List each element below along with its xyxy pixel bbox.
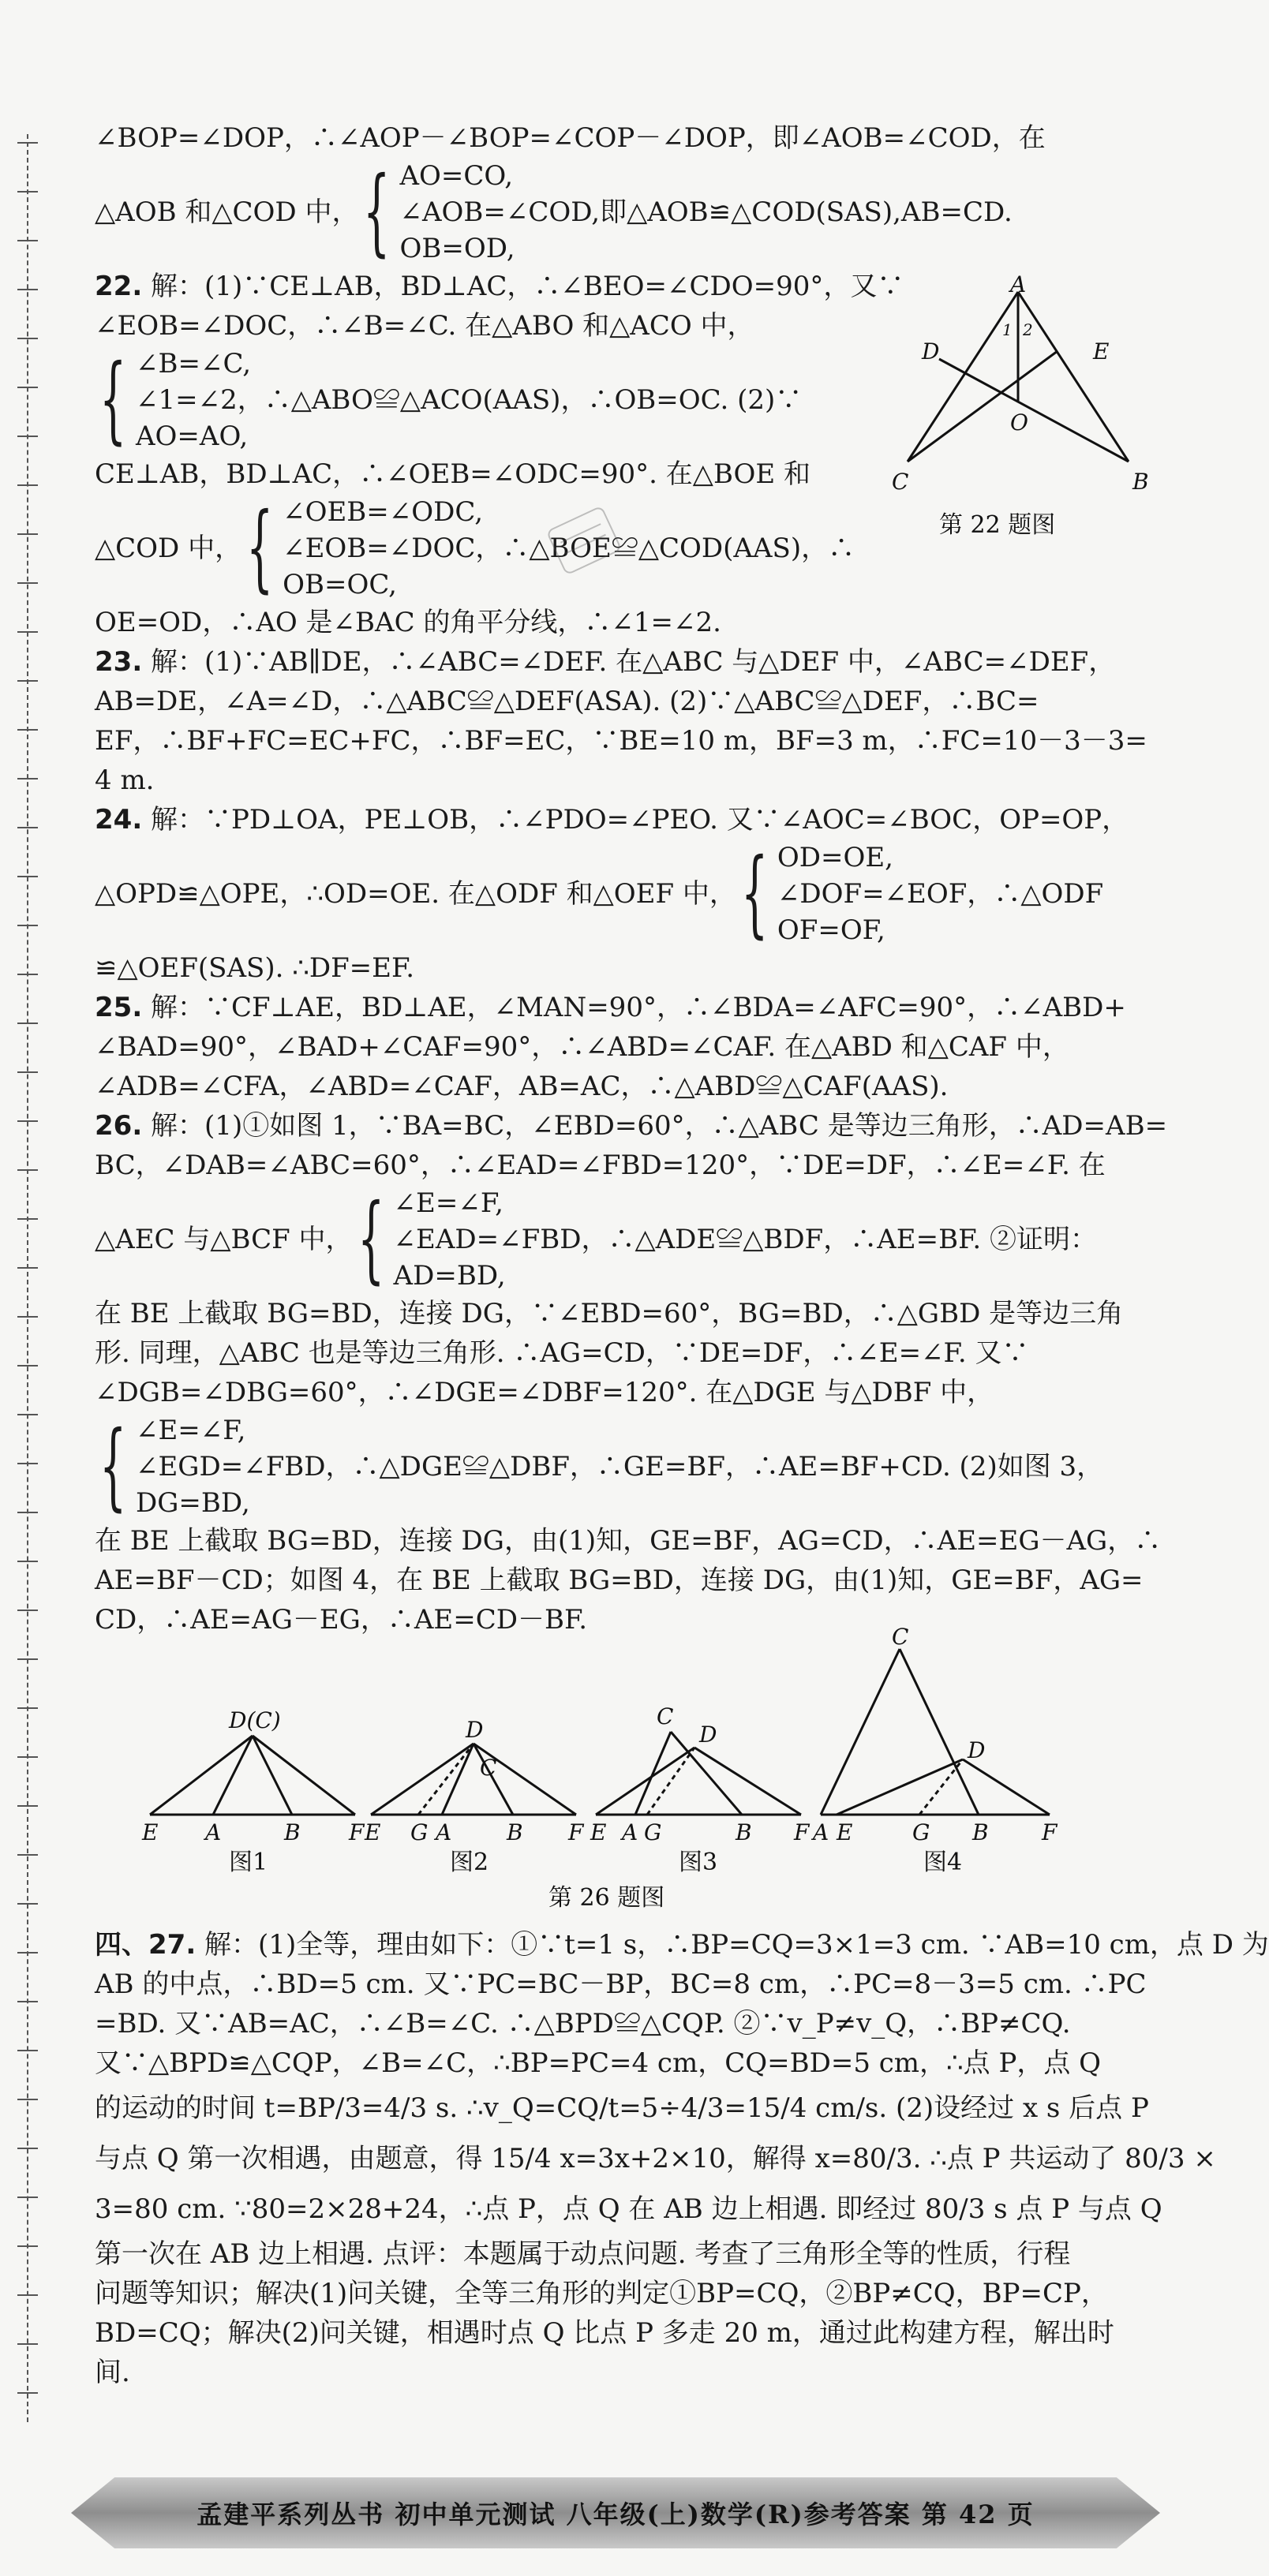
q27-line-11: 间. bbox=[95, 2357, 130, 2388]
q26-brace2-2: ∠EGD=∠FBD，∴△DGE≌△DBF，∴GE=BF，∴AE=BF+CD. (2)如图 3， bbox=[136, 1451, 1104, 1482]
margin-tick bbox=[17, 1267, 38, 1269]
fig26-2-label-e: E bbox=[365, 1819, 381, 1845]
margin-tick bbox=[17, 1365, 38, 1367]
q26-number: 26. bbox=[95, 1110, 143, 1142]
q27-block bbox=[95, 1925, 1269, 2392]
q21-brace-block bbox=[95, 158, 1152, 267]
margin-tick bbox=[17, 2245, 38, 2247]
footer-text: 孟建平系列丛书 初中单元测试 八年级(上)数学(R)参考答案 第 42 页 bbox=[197, 2499, 1035, 2529]
margin-tick bbox=[17, 1854, 38, 1856]
q26-brace-block-2 bbox=[95, 1412, 1152, 1521]
fig26-label-2: 图2 bbox=[450, 1849, 489, 1876]
fig26-label-1: 图1 bbox=[229, 1849, 268, 1876]
figure-22 bbox=[892, 271, 1152, 540]
q22-brace2-2: ∠EOB=∠DOC，∴△BOE≌△COD(AAS)，∴ bbox=[283, 533, 855, 564]
q24-line-5: ≌△OEF(SAS). ∴DF=EF. bbox=[95, 952, 415, 984]
fig26-2-label-f: F bbox=[568, 1819, 584, 1845]
margin-tick bbox=[17, 729, 38, 731]
q27-line-10: BD=CQ；解决(2)问关键，相遇时点 Q 比点 P 多走 20 m，通过此构建方程，解出时 bbox=[95, 2317, 1114, 2349]
fig26-3-label-f: F bbox=[794, 1819, 810, 1845]
fig26-1-label-b: B bbox=[284, 1819, 301, 1845]
fig22-label-a: A bbox=[1010, 271, 1027, 297]
fig26-3-label-d: D bbox=[699, 1722, 717, 1748]
fig26-4-label-e: E bbox=[837, 1819, 853, 1845]
q23-line-2: AB=DE，∠A=∠D，∴△ABC≌△DEF(ASA). (2)∵△ABC≌△DEF，∴BC= bbox=[95, 686, 1039, 717]
margin-tick bbox=[17, 1903, 38, 1905]
margin-tick bbox=[17, 2148, 38, 2149]
q22-line-10: OE=OD，∴AO 是∠BAC 的角平分线，∴∠1=∠2. bbox=[95, 607, 721, 638]
fig26-label-3: 图3 bbox=[679, 1849, 718, 1876]
q25-number: 25. bbox=[95, 992, 143, 1023]
fig26-2-label-c: C bbox=[480, 1755, 497, 1781]
faint-stamp-watermark bbox=[545, 505, 623, 576]
q27-line-5: 的运动的时间 t=BP/3=4/3 s. ∴v_Q=CQ/t=5÷4/3=15/4 cm/s. (2)设经过 x s 后点 P bbox=[95, 2092, 1149, 2124]
fig22-label-c: C bbox=[892, 469, 909, 495]
fig26-4-label-c: C bbox=[892, 1624, 909, 1650]
margin-tick bbox=[17, 2050, 38, 2051]
q27-line-3: =BD. 又∵AB=AC，∴∠B=∠C. ∴△BPD≌△CQP. ②∵v_P≠v_Q，∴BP≠CQ. bbox=[95, 2008, 1071, 2039]
q21-brace-1: AO=CO, bbox=[399, 160, 514, 192]
margin-tick bbox=[17, 1316, 38, 1318]
margin-tick bbox=[17, 1463, 38, 1464]
q24-number: 24. bbox=[95, 804, 143, 836]
q27-line-8: 第一次在 AB 边上相遇. 点评：本题属于动点问题. 考查了三角形全等的性质，行程 bbox=[95, 2238, 1071, 2270]
q23-line-3: EF，∴BF+FC=EC+FC，∴BF=EC，∵BE=10 m，BF=3 m，∴FC=10－3－3= bbox=[95, 725, 1147, 757]
fig22-label-2: 2 bbox=[1023, 320, 1033, 339]
margin-tick bbox=[17, 827, 38, 828]
q23-number: 23. bbox=[95, 646, 143, 678]
q27-line-9: 问题等知识；解决(1)问关键，全等三角形的判定①BP=CQ，②BP≠CQ，BP=CP， bbox=[95, 2278, 1108, 2309]
q24-brace-block bbox=[95, 839, 1152, 948]
q22-brace-1: ∠B=∠C, bbox=[136, 348, 252, 379]
fig26-2-label-d: D bbox=[466, 1717, 484, 1743]
margin-tick bbox=[17, 1218, 38, 1220]
fig22-label-o: O bbox=[1010, 409, 1028, 436]
brace-symbol: { bbox=[740, 839, 769, 948]
q21-brace-items bbox=[399, 158, 1012, 267]
q24-brace-1: OD=OE, bbox=[777, 842, 893, 873]
margin-tick bbox=[17, 974, 38, 975]
q22-line-2: ∠EOB=∠DOC，∴∠B=∠C. 在△ABO 和△ACO 中， bbox=[95, 310, 754, 342]
q24-brace-3: OF=OF, bbox=[777, 914, 885, 946]
fig22-label-d: D bbox=[922, 338, 940, 365]
margin-tick bbox=[17, 680, 38, 682]
margin-tick bbox=[17, 2343, 38, 2345]
fig26-1-label-top: D(C) bbox=[229, 1707, 281, 1733]
fig22-caption: 第 22 题图 bbox=[939, 511, 1056, 539]
fig26-2-label-a: A bbox=[436, 1819, 452, 1845]
fig26-2-label-g: G bbox=[410, 1819, 429, 1845]
figure-26 bbox=[142, 1624, 1089, 1917]
margin-tick bbox=[17, 2001, 38, 2002]
margin-tick bbox=[17, 582, 38, 584]
q25-line-3: ∠ADB=∠CFA，∠ABD=∠CAF，AB=AC，∴△ABD≌△CAF(AAS). bbox=[95, 1071, 949, 1102]
margin-tick bbox=[17, 2294, 38, 2296]
margin-tick bbox=[17, 1023, 38, 1024]
fig26-4-label-g: G bbox=[912, 1819, 930, 1845]
q22-lead-2: △COD 中， bbox=[95, 533, 242, 564]
q26-brace-items bbox=[394, 1185, 1097, 1294]
q26-line-mid-2: 形. 同理，△ABC 也是等边三角形. ∴AG=CD，∵DE=DF，∴∠E=∠F. 又∵ bbox=[95, 1337, 1029, 1369]
margin-tick bbox=[17, 191, 38, 193]
margin-tick bbox=[17, 1805, 38, 1807]
q26-line-mid-1: 在 BE 上截取 BG=BD，连接 DG，∵∠EBD=60°，BG=BD，∴△GBD 是等边三角 bbox=[95, 1298, 1124, 1329]
q24-brace-items bbox=[777, 839, 1103, 948]
margin-tick bbox=[17, 289, 38, 290]
q26-brace2-1: ∠E=∠F, bbox=[136, 1415, 246, 1446]
q24-brace-2: ∠DOF=∠EOF，∴△ODF bbox=[777, 878, 1104, 910]
fig26-3-label-a: A bbox=[622, 1819, 638, 1845]
q27-text-1: 解：(1)全等，理由如下：①∵t=1 s，∴BP=CQ=3×1=3 cm. ∵AB=10 cm，点 D 为 bbox=[204, 1929, 1269, 1961]
margin-tick bbox=[17, 338, 38, 339]
margin-tick bbox=[17, 1658, 38, 1660]
fig22-label-1: 1 bbox=[1002, 320, 1013, 339]
fig26-1-label-f: F bbox=[349, 1819, 365, 1845]
q26-line-1 bbox=[95, 1106, 1168, 1146]
brace-symbol: { bbox=[99, 1411, 127, 1521]
q21-lead: △AOB 和△COD 中， bbox=[95, 196, 359, 228]
q27-line-4: 又∵△BPD≌△CQP，∠B=∠C，∴BP=PC=4 cm，CQ=BD=5 cm，∴点 P，点 Q bbox=[95, 2047, 1102, 2079]
q26-line-end-2: AE=BF－CD；如图 4，在 BE 上截取 BG=BD，连接 DG，由(1)知，GE=BF，AG= bbox=[95, 1565, 1144, 1596]
q24-lead: △OPD≌△OPE，∴OD=OE. 在△ODF 和△OEF 中， bbox=[95, 878, 736, 910]
binding-margin-rule bbox=[27, 134, 28, 2422]
q27-number: 四、27. bbox=[95, 1929, 197, 1961]
margin-tick bbox=[17, 2197, 38, 2198]
fig26-3-label-e: E bbox=[590, 1819, 607, 1845]
q26-line-end-1: 在 BE 上截取 BG=BD，连接 DG，由(1)知，GE=BF，AG=CD，∴AE=EG－AG，∴ bbox=[95, 1525, 1162, 1557]
fig26-1-label-a: A bbox=[205, 1819, 222, 1845]
q27-line-1 bbox=[95, 1925, 1269, 1965]
margin-tick bbox=[17, 1169, 38, 1171]
q27-line-7: 3=80 cm. ∵80=2×28+24，∴点 P，点 Q 在 AB 边上相遇. 即经过 80/3 s 点 P 与点 Q bbox=[95, 2193, 1162, 2225]
q26-brace2-3: DG=BD, bbox=[136, 1487, 250, 1519]
margin-tick bbox=[17, 240, 38, 241]
fig26-3-label-c: C bbox=[657, 1703, 674, 1729]
fig26-4-label-b: B bbox=[972, 1819, 989, 1845]
q26-text-1: 解：(1)①如图 1，∵BA=BC，∠EBD=60°，∴△ABC 是等边三角形，∴AD=AB= bbox=[151, 1110, 1168, 1142]
fig26-4-label-d: D bbox=[968, 1737, 986, 1763]
margin-tick bbox=[17, 876, 38, 877]
q23-line-1 bbox=[95, 642, 1152, 682]
q27-line-2: AB 的中点，∴BD=5 cm. 又∵PC=BC－BP，BC=8 cm，∴PC=8－3=5 cm. ∴PC bbox=[95, 1968, 1147, 2000]
q26-brace-3: AD=BD, bbox=[393, 1260, 506, 1292]
margin-tick bbox=[17, 1071, 38, 1073]
margin-tick bbox=[17, 1561, 38, 1562]
margin-tick bbox=[17, 1414, 38, 1415]
q25-text-1: 解：∵CF⊥AE，BD⊥AE，∠MAN=90°，∴∠BDA=∠AFC=90°，∴∠ABD+ bbox=[151, 992, 1126, 1023]
margin-tick bbox=[17, 533, 38, 535]
margin-tick bbox=[17, 2392, 38, 2394]
margin-tick bbox=[17, 436, 38, 437]
fig26-caption: 第 26 题图 bbox=[548, 1884, 665, 1912]
q21-brace-2: ∠AOB=∠COD,即△AOB≌△COD(SAS),AB=CD. bbox=[399, 196, 1013, 228]
q22-brace2-1: ∠OEB=∠ODC, bbox=[283, 496, 483, 528]
q26-brace-1: ∠E=∠F, bbox=[393, 1187, 503, 1219]
page-footer bbox=[71, 2477, 1160, 2548]
q22-text-1: 解：(1)∵CE⊥AB，BD⊥AC，∴∠BEO=∠CDO=90°，又∵ bbox=[151, 271, 904, 302]
q22-brace2-3: OB=OC, bbox=[283, 569, 397, 600]
q22-line-1 bbox=[95, 267, 904, 306]
margin-tick bbox=[17, 1512, 38, 1513]
q25-line-1 bbox=[95, 988, 1152, 1027]
margin-tick bbox=[17, 1952, 38, 1953]
q26-brace-block bbox=[95, 1185, 1152, 1294]
margin-tick bbox=[17, 142, 38, 144]
margin-tick bbox=[17, 631, 38, 633]
q22-brace-3: AO=AO, bbox=[136, 421, 249, 452]
q22-line-6: CE⊥AB，BD⊥AC，∴∠OEB=∠ODC=90°. 在△BOE 和 bbox=[95, 458, 811, 490]
fig22-label-e: E bbox=[1093, 338, 1110, 365]
q21-line-1: ∠BOP=∠DOP，∴∠AOP－∠BOP=∠COP－∠DOP，即∠AOB=∠COD，在 bbox=[95, 122, 1046, 154]
brace-symbol: { bbox=[357, 1184, 384, 1294]
margin-tick bbox=[17, 1756, 38, 1758]
q26-line-end-3: CD，∴AE=AG－EG，∴AE=CD－BF. bbox=[95, 1604, 588, 1636]
margin-tick bbox=[17, 1610, 38, 1611]
margin-tick bbox=[17, 2099, 38, 2100]
fig26-4-label-a: A bbox=[813, 1819, 829, 1845]
q21-brace-3: OB=OD, bbox=[399, 233, 515, 264]
fig26-3-label-g: G bbox=[644, 1819, 662, 1845]
brace-symbol: { bbox=[363, 157, 391, 267]
q26-line-2: BC，∠DAB=∠ABC=60°，∴∠EAD=∠FBD=120°，∵DE=DF，∴∠E=∠F. 在 bbox=[95, 1150, 1106, 1181]
fig26-1-label-e: E bbox=[142, 1819, 159, 1845]
q22-number: 22. bbox=[95, 271, 143, 302]
margin-tick bbox=[17, 778, 38, 780]
brace-symbol: { bbox=[99, 345, 127, 454]
margin-tick bbox=[17, 1120, 38, 1122]
fig26-label-4: 图4 bbox=[923, 1849, 963, 1876]
fig26-2-label-b: B bbox=[507, 1819, 523, 1845]
fig26-4-label-f: F bbox=[1042, 1819, 1058, 1845]
brace-symbol: { bbox=[246, 493, 274, 603]
margin-tick bbox=[17, 387, 38, 388]
q26-brace-2: ∠EAD=∠FBD，∴△ADE≌△BDF，∴AE=BF. ②证明： bbox=[393, 1224, 1097, 1255]
margin-tick bbox=[17, 484, 38, 486]
q26-brace2-items bbox=[136, 1412, 1103, 1521]
q24-text-1: 解：∵PD⊥OA，PE⊥OB，∴∠PDO=∠PEO. 又∵∠AOC=∠BOC，OP=OP， bbox=[151, 804, 1129, 836]
q25-line-2: ∠BAD=90°，∠BAD+∠CAF=90°，∴∠ABD=∠CAF. 在△ABD 和△CAF 中， bbox=[95, 1031, 1069, 1063]
fig22-label-b: B bbox=[1132, 469, 1149, 495]
q27-line-6: 与点 Q 第一次相遇，由题意，得 15/4 x=3x+2×10，解得 x=80/3. ∴点 P 共运动了 80/3 × bbox=[95, 2143, 1216, 2174]
q24-line-1 bbox=[95, 800, 1152, 839]
fig26-3-label-b: B bbox=[736, 1819, 752, 1845]
q22-brace-items bbox=[136, 346, 802, 454]
margin-tick bbox=[17, 1707, 38, 1709]
q23-text-1: 解：(1)∵AB∥DE，∴∠ABC=∠DEF. 在△ABC 与△DEF 中，∠ABC=∠DEF， bbox=[151, 646, 1116, 678]
q22-brace-2: ∠1=∠2，∴△ABO≌△ACO(AAS)，∴OB=OC. (2)∵ bbox=[136, 384, 803, 416]
q23-line-4: 4 m. bbox=[95, 765, 155, 796]
margin-tick bbox=[17, 925, 38, 926]
q26-line-mid-3: ∠DGB=∠DBG=60°，∴∠DGE=∠DBF=120°. 在△DGE 与△DBF 中， bbox=[95, 1377, 994, 1408]
q26-lead: △AEC 与△BCF 中， bbox=[95, 1224, 353, 1255]
